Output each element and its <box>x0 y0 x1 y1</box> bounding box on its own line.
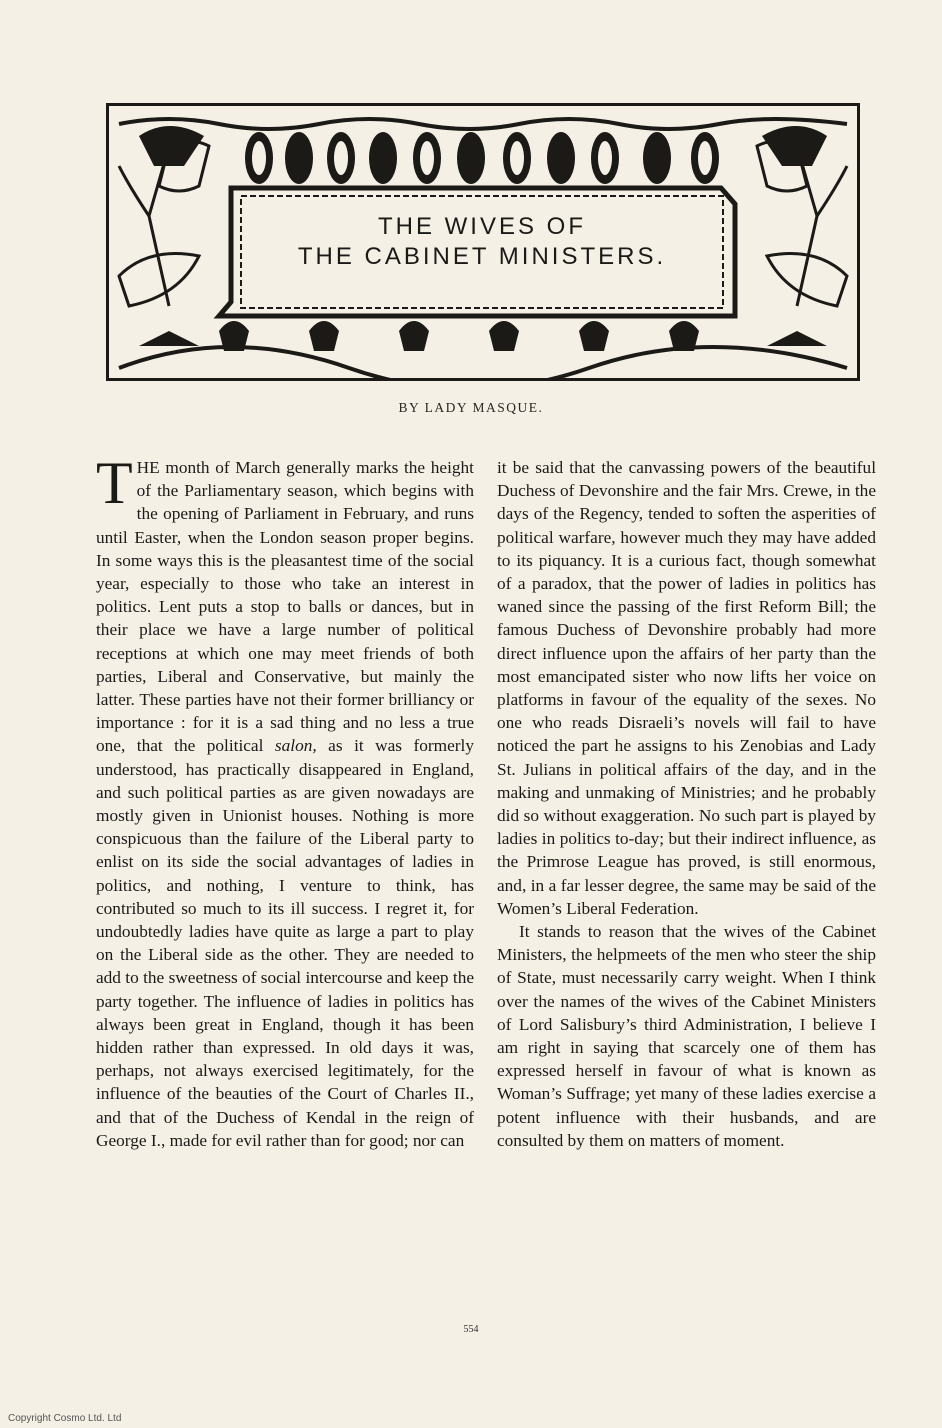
decorative-header <box>106 103 860 381</box>
title-plaque <box>237 182 727 302</box>
paragraph-text-cont: as it was formerly understood, has practically disappeared in England, and such political parties as are given nowadays are mostly given in Unionist houses. Nothing is more conspicuous than the failure of the Liberal party to enlist on its side the social advantages of ladies in politics, and nothing, I venture to think, has contributed so much to its ill success. I regret it, for undoubtedly ladies have quite as large a part to play on the Liberal side as the other. They are needed to add to the sweetness of social intercourse and keep the party together. The influence of ladies in politics has always been great in England, though it has been hidden rather than expressed. In old days it was, perhaps, not always exercised legitimately, for the influence of the beauties of the Court of Charles II., and that of the Duchess of Kendal in the reign of George I., made for evil rather than for good; nor can <box>96 736 474 1150</box>
dropcap: T <box>96 450 133 516</box>
paragraph: it be said that the canvassing powers of the beautiful Duchess of Devonshire and the fair Mrs. Crewe, in the days of the Regency, tended to soften the asperities of political warfare, however much they may have added to its piquancy. It is a curious fact, though somewhat of a paradox, that the power of ladies in politics has waned since the passing of the first Reform Bill; the famous Duchess of Devonshire probably had more direct influence upon the affairs of her party than the most emancipated sister who now lifts her voice on platforms in favour of the equality of the sexes. No one who reads Disraeli’s novels will fail to have noticed the part he assigns to his Zenobias and Lady St. Julians in political affairs of the day, and in the making and unmaking of Ministries; and he probably did so without exaggeration. No such part is played by ladies in politics to-day; but their indirect influence, as the Primrose League has proved, is still enormous, and, in a far lesser degree, the same may be said of the Women’s Liberal Federation. <box>497 458 876 918</box>
paragraph <box>96 450 474 1152</box>
italic-word: salon, <box>274 736 317 756</box>
right-column <box>497 456 876 1152</box>
article-title-line-2: THE CABINET MINISTERS. <box>297 243 667 270</box>
copyright-watermark: Copyright Cosmo Ltd. Ltd <box>8 1413 122 1424</box>
left-column <box>96 450 474 1152</box>
paragraph: It stands to reason that the wives of the Cabinet Ministers, the helpmeets of the men who steer the ship of State, must necessarily carry weight. When I think over the names of the wives of the Cabinet Ministers of Lord Salisbury’s third Administration, I believe I am right in saying that scarcely one of them has expressed herself in favour of what is known as Woman’s Suffrage; yet many of these ladies exercise a potent influence with their husbands, and are consulted by them on matters of moment. <box>497 922 876 1150</box>
article-title-line-1: THE WIVES OF <box>377 213 586 240</box>
page-number: 554 <box>463 1324 479 1335</box>
byline: BY LADY MASQUE. <box>398 400 544 415</box>
paragraph-text: HE month of March generally marks the height of the Parliamentary season, which begins with the opening of Parliament in February, and runs until Easter, when the London season proper begins. In some ways this is the pleasantest time of the social year, especially to those who take an interest in politics. Lent puts a stop to balls or dances, but in their place we have a large number of political receptions at which one may meet friends of both parties, Liberal and Conservative, but mainly the latter. These parties have not their former brilliancy or importance : for it is a sad thing and no less a true one, that the political <box>96 458 474 756</box>
